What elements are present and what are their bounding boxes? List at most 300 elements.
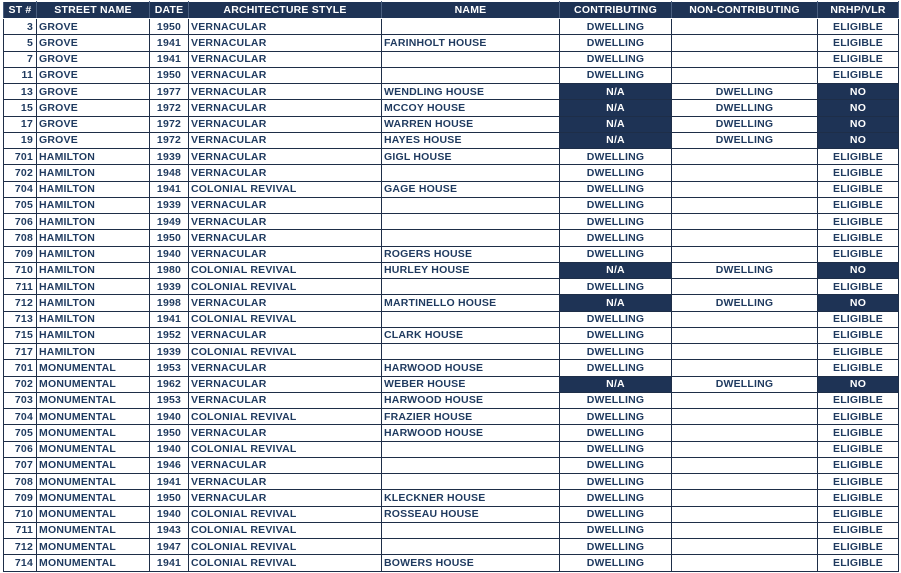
cell-nrhp-vlr: NO [818,84,899,100]
cell-architecture-style: COLONIAL REVIVAL [189,506,382,522]
cell-architecture-style: COLONIAL REVIVAL [189,262,382,278]
cell-contributing: DWELLING [560,327,672,343]
cell-architecture-style: COLONIAL REVIVAL [189,555,382,571]
cell-nrhp-vlr: ELIGIBLE [818,425,899,441]
cell-name: FRAZIER HOUSE [382,409,560,425]
cell-architecture-style: VERNACULAR [189,490,382,506]
cell-non-contributing [672,67,818,83]
cell-street-name: GROVE [37,51,150,67]
cell-name: BOWERS HOUSE [382,555,560,571]
cell-non-contributing [672,214,818,230]
cell-contributing: N/A [560,376,672,392]
table-row [4,132,899,148]
cell-name [382,197,560,213]
cell-name: WEBER HOUSE [382,376,560,392]
cell-name [382,457,560,473]
cell-date: 1946 [150,457,189,473]
cell-date: 1998 [150,295,189,311]
cell-non-contributing [672,311,818,327]
cell-name: HURLEY HOUSE [382,262,560,278]
cell-name: HARWOOD HOUSE [382,360,560,376]
table-row [4,539,899,555]
cell-non-contributing: DWELLING [672,84,818,100]
cell-architecture-style: VERNACULAR [189,84,382,100]
cell-name [382,441,560,457]
table-row [4,279,899,295]
cell-nrhp-vlr: ELIGIBLE [818,490,899,506]
cell-contributing: N/A [560,262,672,278]
cell-contributing: DWELLING [560,344,672,360]
column-header-name: NAME [382,2,560,19]
cell-date: 1943 [150,522,189,538]
cell-street-name: HAMILTON [37,214,150,230]
cell-contributing: DWELLING [560,457,672,473]
column-header-contributing: CONTRIBUTING [560,2,672,19]
cell-st-number: 701 [4,149,37,165]
cell-non-contributing [672,522,818,538]
cell-street-name: MONUMENTAL [37,441,150,457]
table-header-row [4,2,899,19]
cell-name [382,51,560,67]
cell-nrhp-vlr: ELIGIBLE [818,539,899,555]
cell-date: 1950 [150,230,189,246]
cell-nrhp-vlr: ELIGIBLE [818,555,899,571]
cell-street-name: MONUMENTAL [37,539,150,555]
cell-st-number: 714 [4,555,37,571]
cell-street-name: HAMILTON [37,295,150,311]
cell-nrhp-vlr: ELIGIBLE [818,246,899,262]
cell-st-number: 706 [4,441,37,457]
cell-st-number: 704 [4,409,37,425]
cell-contributing: DWELLING [560,165,672,181]
cell-non-contributing [672,441,818,457]
table-row [4,149,899,165]
cell-non-contributing [672,19,818,35]
table-row [4,409,899,425]
cell-nrhp-vlr: ELIGIBLE [818,474,899,490]
cell-contributing: DWELLING [560,246,672,262]
cell-st-number: 703 [4,392,37,408]
cell-contributing: DWELLING [560,490,672,506]
cell-street-name: GROVE [37,35,150,51]
cell-street-name: MONUMENTAL [37,457,150,473]
cell-nrhp-vlr: NO [818,262,899,278]
cell-nrhp-vlr: ELIGIBLE [818,457,899,473]
table-row [4,457,899,473]
cell-architecture-style: VERNACULAR [189,230,382,246]
cell-st-number: 708 [4,230,37,246]
cell-non-contributing [672,181,818,197]
cell-nrhp-vlr: ELIGIBLE [818,392,899,408]
cell-date: 1940 [150,409,189,425]
cell-architecture-style: COLONIAL REVIVAL [189,539,382,555]
cell-date: 1972 [150,132,189,148]
cell-st-number: 709 [4,246,37,262]
table-row [4,230,899,246]
cell-nrhp-vlr: ELIGIBLE [818,165,899,181]
cell-date: 1950 [150,425,189,441]
cell-street-name: GROVE [37,100,150,116]
cell-street-name: HAMILTON [37,230,150,246]
table-row [4,35,899,51]
table-row [4,181,899,197]
cell-architecture-style: COLONIAL REVIVAL [189,441,382,457]
cell-date: 1972 [150,116,189,132]
cell-nrhp-vlr: ELIGIBLE [818,214,899,230]
table-row [4,165,899,181]
table-row [4,311,899,327]
cell-architecture-style: COLONIAL REVIVAL [189,311,382,327]
cell-non-contributing: DWELLING [672,376,818,392]
table-row [4,441,899,457]
cell-architecture-style: VERNACULAR [189,19,382,35]
cell-non-contributing [672,409,818,425]
cell-non-contributing [672,425,818,441]
cell-st-number: 19 [4,132,37,148]
cell-contributing: N/A [560,295,672,311]
cell-street-name: HAMILTON [37,344,150,360]
cell-date: 1948 [150,165,189,181]
cell-st-number: 5 [4,35,37,51]
column-header-street-name: STREET NAME [37,2,150,19]
cell-name [382,214,560,230]
cell-non-contributing [672,149,818,165]
cell-date: 1962 [150,376,189,392]
cell-nrhp-vlr: ELIGIBLE [818,409,899,425]
cell-name [382,67,560,83]
cell-st-number: 707 [4,457,37,473]
cell-nrhp-vlr: ELIGIBLE [818,197,899,213]
property-inventory-table [3,1,899,572]
cell-st-number: 711 [4,522,37,538]
table-row [4,522,899,538]
cell-architecture-style: VERNACULAR [189,392,382,408]
cell-date: 1941 [150,51,189,67]
cell-nrhp-vlr: ELIGIBLE [818,441,899,457]
cell-contributing: DWELLING [560,474,672,490]
cell-st-number: 708 [4,474,37,490]
table-row [4,295,899,311]
cell-street-name: GROVE [37,116,150,132]
cell-nrhp-vlr: ELIGIBLE [818,327,899,343]
table-row [4,100,899,116]
cell-architecture-style: VERNACULAR [189,360,382,376]
cell-non-contributing: DWELLING [672,262,818,278]
table-row [4,555,899,571]
cell-contributing: DWELLING [560,35,672,51]
cell-name [382,474,560,490]
cell-contributing: DWELLING [560,19,672,35]
cell-st-number: 705 [4,197,37,213]
cell-architecture-style: VERNACULAR [189,51,382,67]
cell-street-name: HAMILTON [37,311,150,327]
cell-non-contributing [672,51,818,67]
table-row [4,327,899,343]
cell-architecture-style: VERNACULAR [189,474,382,490]
cell-street-name: MONUMENTAL [37,522,150,538]
cell-nrhp-vlr: ELIGIBLE [818,35,899,51]
cell-name: WARREN HOUSE [382,116,560,132]
cell-architecture-style: VERNACULAR [189,116,382,132]
cell-street-name: GROVE [37,84,150,100]
cell-date: 1950 [150,19,189,35]
cell-st-number: 712 [4,295,37,311]
cell-contributing: DWELLING [560,522,672,538]
cell-date: 1980 [150,262,189,278]
cell-date: 1940 [150,441,189,457]
table-row [4,360,899,376]
cell-name: FARINHOLT HOUSE [382,35,560,51]
table-row [4,490,899,506]
cell-name: GAGE HOUSE [382,181,560,197]
cell-st-number: 17 [4,116,37,132]
cell-date: 1941 [150,474,189,490]
cell-street-name: MONUMENTAL [37,490,150,506]
cell-name [382,344,560,360]
cell-nrhp-vlr: ELIGIBLE [818,51,899,67]
cell-contributing: DWELLING [560,67,672,83]
cell-street-name: MONUMENTAL [37,506,150,522]
cell-date: 1953 [150,392,189,408]
cell-nrhp-vlr: ELIGIBLE [818,19,899,35]
cell-nrhp-vlr: ELIGIBLE [818,344,899,360]
cell-date: 1941 [150,181,189,197]
cell-st-number: 705 [4,425,37,441]
cell-architecture-style: VERNACULAR [189,197,382,213]
cell-nrhp-vlr: ELIGIBLE [818,506,899,522]
cell-non-contributing [672,279,818,295]
cell-non-contributing [672,555,818,571]
cell-st-number: 3 [4,19,37,35]
cell-name: MARTINELLO HOUSE [382,295,560,311]
table-row [4,344,899,360]
cell-contributing: N/A [560,116,672,132]
cell-date: 1950 [150,67,189,83]
cell-st-number: 15 [4,100,37,116]
cell-name: ROSSEAU HOUSE [382,506,560,522]
cell-non-contributing: DWELLING [672,295,818,311]
cell-name [382,230,560,246]
cell-nrhp-vlr: ELIGIBLE [818,522,899,538]
cell-architecture-style: VERNACULAR [189,376,382,392]
cell-architecture-style: VERNACULAR [189,214,382,230]
cell-date: 1941 [150,555,189,571]
cell-name: GIGL HOUSE [382,149,560,165]
cell-st-number: 709 [4,490,37,506]
cell-nrhp-vlr: NO [818,116,899,132]
cell-architecture-style: VERNACULAR [189,165,382,181]
cell-st-number: 715 [4,327,37,343]
cell-name: CLARK HOUSE [382,327,560,343]
cell-contributing: DWELLING [560,506,672,522]
cell-nrhp-vlr: ELIGIBLE [818,67,899,83]
cell-non-contributing [672,506,818,522]
table-row [4,214,899,230]
cell-name: ROGERS HOUSE [382,246,560,262]
column-header-st-number: ST # [4,2,37,19]
cell-non-contributing [672,344,818,360]
cell-non-contributing: DWELLING [672,116,818,132]
table-row [4,425,899,441]
cell-contributing: DWELLING [560,51,672,67]
cell-non-contributing [672,230,818,246]
cell-st-number: 710 [4,506,37,522]
cell-street-name: MONUMENTAL [37,392,150,408]
cell-nrhp-vlr: ELIGIBLE [818,311,899,327]
cell-nrhp-vlr: NO [818,295,899,311]
table-row [4,19,899,35]
cell-nrhp-vlr: ELIGIBLE [818,279,899,295]
cell-architecture-style: VERNACULAR [189,457,382,473]
cell-st-number: 13 [4,84,37,100]
cell-date: 1941 [150,311,189,327]
column-header-non-contributing: NON-CONTRIBUTING [672,2,818,19]
cell-non-contributing [672,246,818,262]
cell-nrhp-vlr: NO [818,376,899,392]
table-row [4,474,899,490]
cell-contributing: N/A [560,132,672,148]
cell-contributing: DWELLING [560,392,672,408]
cell-street-name: HAMILTON [37,149,150,165]
cell-contributing: DWELLING [560,425,672,441]
cell-architecture-style: COLONIAL REVIVAL [189,344,382,360]
cell-non-contributing [672,490,818,506]
cell-architecture-style: VERNACULAR [189,67,382,83]
cell-st-number: 713 [4,311,37,327]
cell-contributing: N/A [560,84,672,100]
cell-contributing: DWELLING [560,441,672,457]
cell-street-name: HAMILTON [37,181,150,197]
cell-name [382,165,560,181]
cell-date: 1952 [150,327,189,343]
cell-st-number: 706 [4,214,37,230]
cell-contributing: DWELLING [560,230,672,246]
cell-architecture-style: VERNACULAR [189,35,382,51]
cell-non-contributing [672,35,818,51]
cell-name: MCCOY HOUSE [382,100,560,116]
column-header-nrhp-vlr: NRHP/VLR [818,2,899,19]
cell-architecture-style: COLONIAL REVIVAL [189,522,382,538]
cell-contributing: DWELLING [560,214,672,230]
cell-architecture-style: VERNACULAR [189,246,382,262]
cell-st-number: 710 [4,262,37,278]
cell-street-name: HAMILTON [37,327,150,343]
cell-architecture-style: COLONIAL REVIVAL [189,279,382,295]
cell-non-contributing [672,457,818,473]
cell-nrhp-vlr: NO [818,100,899,116]
cell-non-contributing [672,539,818,555]
cell-name [382,19,560,35]
cell-date: 1953 [150,360,189,376]
cell-contributing: DWELLING [560,197,672,213]
cell-street-name: HAMILTON [37,262,150,278]
cell-contributing: DWELLING [560,149,672,165]
cell-street-name: MONUMENTAL [37,425,150,441]
cell-architecture-style: VERNACULAR [189,100,382,116]
cell-contributing: N/A [560,100,672,116]
cell-name [382,522,560,538]
cell-name: HARWOOD HOUSE [382,425,560,441]
cell-contributing: DWELLING [560,360,672,376]
cell-st-number: 7 [4,51,37,67]
cell-contributing: DWELLING [560,409,672,425]
cell-date: 1977 [150,84,189,100]
cell-non-contributing [672,197,818,213]
cell-name [382,311,560,327]
cell-name [382,539,560,555]
column-header-architecture-style: ARCHITECTURE STYLE [189,2,382,19]
cell-date: 1947 [150,539,189,555]
cell-street-name: HAMILTON [37,165,150,181]
cell-street-name: MONUMENTAL [37,376,150,392]
cell-non-contributing [672,360,818,376]
cell-contributing: DWELLING [560,555,672,571]
table-row [4,84,899,100]
cell-date: 1941 [150,35,189,51]
cell-nrhp-vlr: ELIGIBLE [818,149,899,165]
cell-st-number: 711 [4,279,37,295]
cell-architecture-style: VERNACULAR [189,327,382,343]
cell-architecture-style: VERNACULAR [189,425,382,441]
cell-non-contributing [672,165,818,181]
cell-non-contributing: DWELLING [672,100,818,116]
cell-street-name: HAMILTON [37,246,150,262]
table-row [4,67,899,83]
cell-name: WENDLING HOUSE [382,84,560,100]
cell-nrhp-vlr: ELIGIBLE [818,230,899,246]
table-row [4,116,899,132]
cell-st-number: 704 [4,181,37,197]
cell-street-name: MONUMENTAL [37,474,150,490]
cell-non-contributing [672,474,818,490]
cell-st-number: 702 [4,376,37,392]
cell-contributing: DWELLING [560,311,672,327]
cell-date: 1939 [150,279,189,295]
table-row [4,246,899,262]
cell-street-name: MONUMENTAL [37,409,150,425]
cell-name: HAYES HOUSE [382,132,560,148]
cell-architecture-style: VERNACULAR [189,149,382,165]
column-header-date: DATE [150,2,189,19]
cell-st-number: 712 [4,539,37,555]
cell-street-name: GROVE [37,67,150,83]
cell-date: 1972 [150,100,189,116]
cell-contributing: DWELLING [560,279,672,295]
table-row [4,262,899,278]
cell-name [382,279,560,295]
cell-contributing: DWELLING [560,539,672,555]
cell-date: 1949 [150,214,189,230]
cell-date: 1940 [150,506,189,522]
cell-st-number: 702 [4,165,37,181]
cell-street-name: HAMILTON [37,279,150,295]
cell-nrhp-vlr: ELIGIBLE [818,181,899,197]
cell-date: 1939 [150,344,189,360]
cell-st-number: 717 [4,344,37,360]
table-row [4,197,899,213]
cell-non-contributing: DWELLING [672,132,818,148]
cell-st-number: 11 [4,67,37,83]
cell-street-name: HAMILTON [37,197,150,213]
cell-name: HARWOOD HOUSE [382,392,560,408]
cell-architecture-style: VERNACULAR [189,132,382,148]
cell-street-name: GROVE [37,132,150,148]
table-body [4,19,899,572]
cell-nrhp-vlr: ELIGIBLE [818,360,899,376]
cell-street-name: MONUMENTAL [37,555,150,571]
cell-architecture-style: COLONIAL REVIVAL [189,181,382,197]
table-row [4,51,899,67]
